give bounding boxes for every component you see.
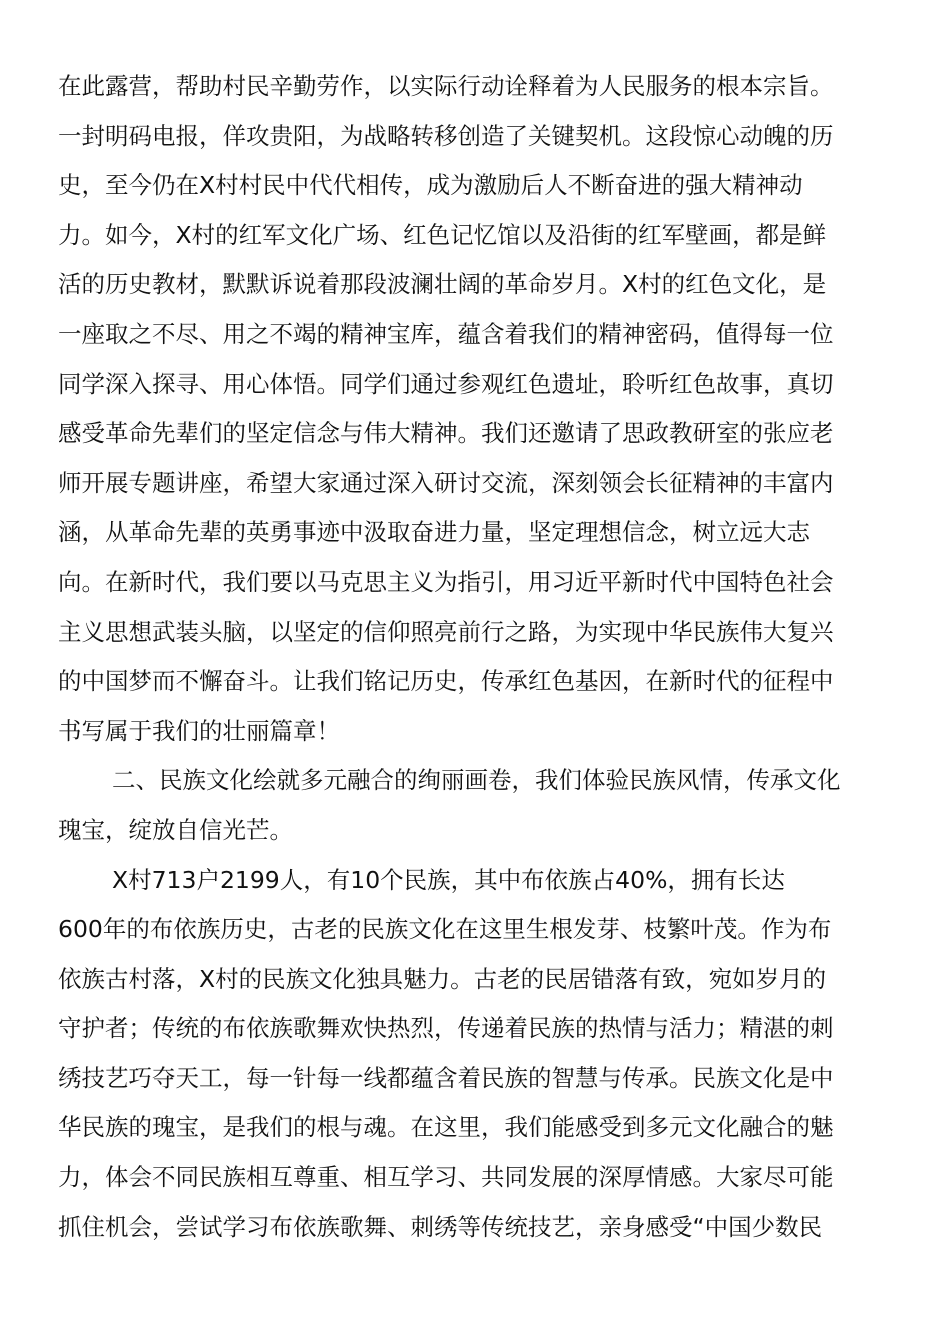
text-line: 书写属于我们的壮丽篇章！ xyxy=(58,716,340,745)
text-line: 感受革命先辈们的坚定信念与伟大精神。我们还邀请了思政教研室的张应老 xyxy=(58,419,834,448)
text-line: 的中国梦而不懈奋斗。让我们铭记历史，传承红色基因，在新时代的征程中 xyxy=(58,667,834,696)
text-line: 涵，从革命先辈的英勇事迹中汲取奋进力量，坚定理想信念，树立远大志 xyxy=(58,518,810,547)
text-line: 活的历史教材，默默诉说着那段波澜壮阔的革命岁月。X村的红色文化，是 xyxy=(58,270,827,299)
text-line: 一封明码电报，佯攻贵阳，为战略转移创造了关键契机。这段惊心动魄的历 xyxy=(58,121,834,150)
text-line: 一座取之不尽、用之不竭的精神宝库，蕴含着我们的精神密码，值得每一位 xyxy=(58,319,834,348)
text-line: 守护者；传统的布依族歌舞欢快热烈，传递着民族的热情与活力；精湛的刺 xyxy=(58,1014,834,1043)
text-line: 同学深入探寻、用心体悟。同学们通过参观红色遗址，聆听红色故事，真切 xyxy=(58,369,834,398)
text-line: 主义思想武装头脑，以坚定的信仰照亮前行之路，为实现中华民族伟大复兴 xyxy=(58,617,834,646)
text-line: X村713户2199人，有10个民族，其中布依族占40%，拥有长达 xyxy=(112,865,785,894)
text-line: 600年的布依族历史，古老的民族文化在这里生根发芽、枝繁叶茂。作为布 xyxy=(58,915,832,944)
text-line: 抓住机会，尝试学习布依族歌舞、刺绣等传统技艺，亲身感受“中国少数民 xyxy=(58,1212,823,1241)
text-line: 师开展专题讲座，希望大家通过深入研讨交流，深刻领会长征精神的丰富内 xyxy=(58,468,834,497)
text-line: 依族古村落，X村的民族文化独具魅力。古老的民居错落有致，宛如岁月的 xyxy=(58,964,827,993)
section-heading-line: 瑰宝，绽放自信光芒。 xyxy=(58,815,293,844)
text-line: 史，至今仍在X村村民中代代相传，成为激励后人不断奋进的强大精神动 xyxy=(58,171,803,200)
text-line: 向。在新时代，我们要以马克思主义为指引，用习近平新时代中国特色社会 xyxy=(58,567,834,596)
text-line: 力。如今，X村的红军文化广场、红色记忆馆以及沿街的红军壁画，都是鲜 xyxy=(58,220,827,249)
text-line: 华民族的瑰宝，是我们的根与魂。在这里，我们能感受到多元文化融合的魅 xyxy=(58,1113,834,1142)
text-line: 力，体会不同民族相互尊重、相互学习、共同发展的深厚情感。大家尽可能 xyxy=(58,1163,834,1192)
text-line: 在此露营，帮助村民辛勤劳作，以实际行动诠释着为人民服务的根本宗旨。 xyxy=(58,72,834,100)
section-heading-line: 二、民族文化绘就多元融合的绚丽画卷，我们体验民族风情，传承文化 xyxy=(112,766,841,795)
text-line: 绣技艺巧夺天工，每一针每一线都蕴含着民族的智慧与传承。民族文化是中 xyxy=(58,1063,834,1092)
document-page xyxy=(58,62,878,1252)
